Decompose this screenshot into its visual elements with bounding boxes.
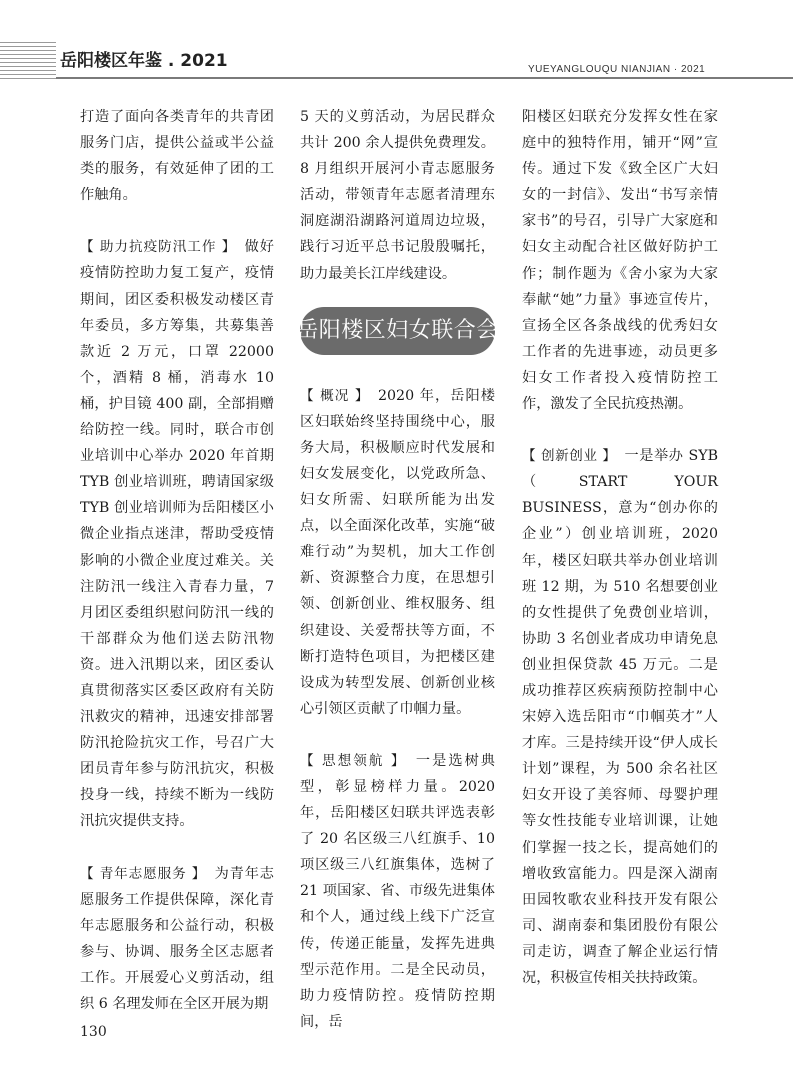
paragraph-body: 为青年志愿服务工作提供保障，深化青年志愿服务和公益行动，积极参与、协调、服务全区志愿者工作。开展爱心义剪活动，组织 6 名理发师在全区开展为期 (80, 865, 274, 1012)
section-heading: 【 青年志愿服务 】 (80, 865, 200, 882)
running-header-title: 岳阳楼区年鉴 . 2021 (60, 51, 228, 71)
section-heading: 【 创新创业 】 (522, 448, 610, 465)
text-column-2 (296, 104, 499, 1035)
section-banner: 岳阳楼区妇女联合会 (300, 307, 495, 355)
paragraph-body: 一是选树典型，彰显榜样力量。2020 年，岳阳楼区妇联共评选表彰了 20 名区级三八红旗手、10 项区级三八红旗集体，选树了 21 项国家、省、市级先进集体和个人，通过线上线下广泛宣传，传递正能量，发挥先进典型示范作用。二是全民动员，助力疫情防控。疫情防控期间，岳 (300, 752, 495, 1030)
paragraph: 打造了面向各类青年的共青团服务门店，提供公益或半公益类的服务，有效延伸了团的工作触角。 (80, 109, 274, 204)
paragraph (522, 443, 718, 991)
paragraph (300, 383, 495, 722)
paragraph: 阳楼区妇联充分发挥女性在家庭中的独特作用，铺开“网”宣传。通过下发《致全区广大妇女的一封信》、发出“书写亲情家书”的号召，引导广大家庭和妇女主动配合社区做好防护工作；制作题为《舍小家为大家 奉献“她”力量》事迹宣传片，宣扬全区各条战线的优秀妇女工作者的先进事迹，动员更多妇女工作者投入疫情防控工作，激发了全民抗疫热潮。 (522, 109, 733, 413)
text-column-3 (522, 104, 733, 991)
header-rule (56, 77, 793, 79)
paragraph-body: 做好疫情防控助力复工复产，疫情期间，团区委积极发动楼区青年委员，多方筹集，共募集善款近 2 万元，口罩 22000 个，酒精 8 桶，消毒水 10 桶，护目镜 400 副，全部捐赠给防控一线。同时，联合市创业培训中心举办 2020 年首期 TYB 创业培训班，聘请国家级 TYB 创业培训师为岳阳楼区小微企业指点迷津，帮助受疫情影响的小微企业度过难关。关注防汛一线注入青春力量，7 月团区委组织慰问防汛一线的干部群众为他们送去防汛物资。进入汛期以来，团区委认真贯彻落实区委区政府有关防汛救灾的精神，迅速安排部署防汛抢险抗灾工作，号召广大团员青年参与防汛抗灾，积极投身一线，持续不断为一线防汛抗灾提供支持。 (80, 239, 274, 830)
paragraph (80, 861, 274, 1018)
section-heading: 【 助力抗疫防汛工作 】 (80, 239, 230, 256)
page-number: 130 (80, 1024, 107, 1040)
paragraph (300, 748, 495, 1035)
header-decoration-lines (0, 42, 56, 80)
paragraph (80, 234, 274, 834)
section-heading: 【 思想领航 】 (300, 752, 400, 769)
running-header-subtitle: YUEYANGLOUQU NIANJIAN · 2021 (528, 64, 706, 75)
paragraph: 5 天的义剪活动，为居民群众共计 200 余人提供免费理发。8 月组织开展河小青志愿服务活动，带领青年志愿者清理东洞庭湖沿湖路河道周边垃圾，践行习近平总书记殷殷嘱托，助力最美长江岸线建设。 (300, 109, 495, 282)
text-column-1 (80, 104, 274, 1017)
paragraph-body: 一是举办 SYB（START YOUR BUSINESS，意为“创办你的企业”）创业培训班，2020 年，楼区妇联共举办创业培训班 12 期，为 510 名想要创业的女性提供了免费创业培训，协助 3 名创业者成功申请免息创业担保贷款 45 万元。二是成功推荐区疾病预防控制中心宋婷入选岳阳市“巾帼英才”人才库。三是持续开设“伊人成长计划”课程，为 500 余名社区妇女开设了美容师、母婴护理等女性技能专业培训课，让她们掌握一技之长，提高她们的增收致富能力。四是深入湖南田园牧歌农业科技开发有限公司、湖南泰和集团股份有限公司走访，调查了解企业运行情况，积极宣传相关扶持政策。 (522, 448, 718, 986)
section-heading: 【 概况 】 (300, 387, 363, 404)
paragraph-body: 2020 年，岳阳楼区妇联始终坚持围绕中心，服务大局，积极顺应时代发展和妇女发展变化，以党政所急、妇女所需、妇联所能为出发点，以全面深化改革，实施“破难行动”为契机，加大工作创新、资源整合力度，在思想引领、创新创业、维权服务、组织建设、关爱帮扶等方面，不断打造特色项目，为把楼区建设成为转型发展、创新创业核心引领区贡献了巾帼力量。 (300, 387, 495, 717)
